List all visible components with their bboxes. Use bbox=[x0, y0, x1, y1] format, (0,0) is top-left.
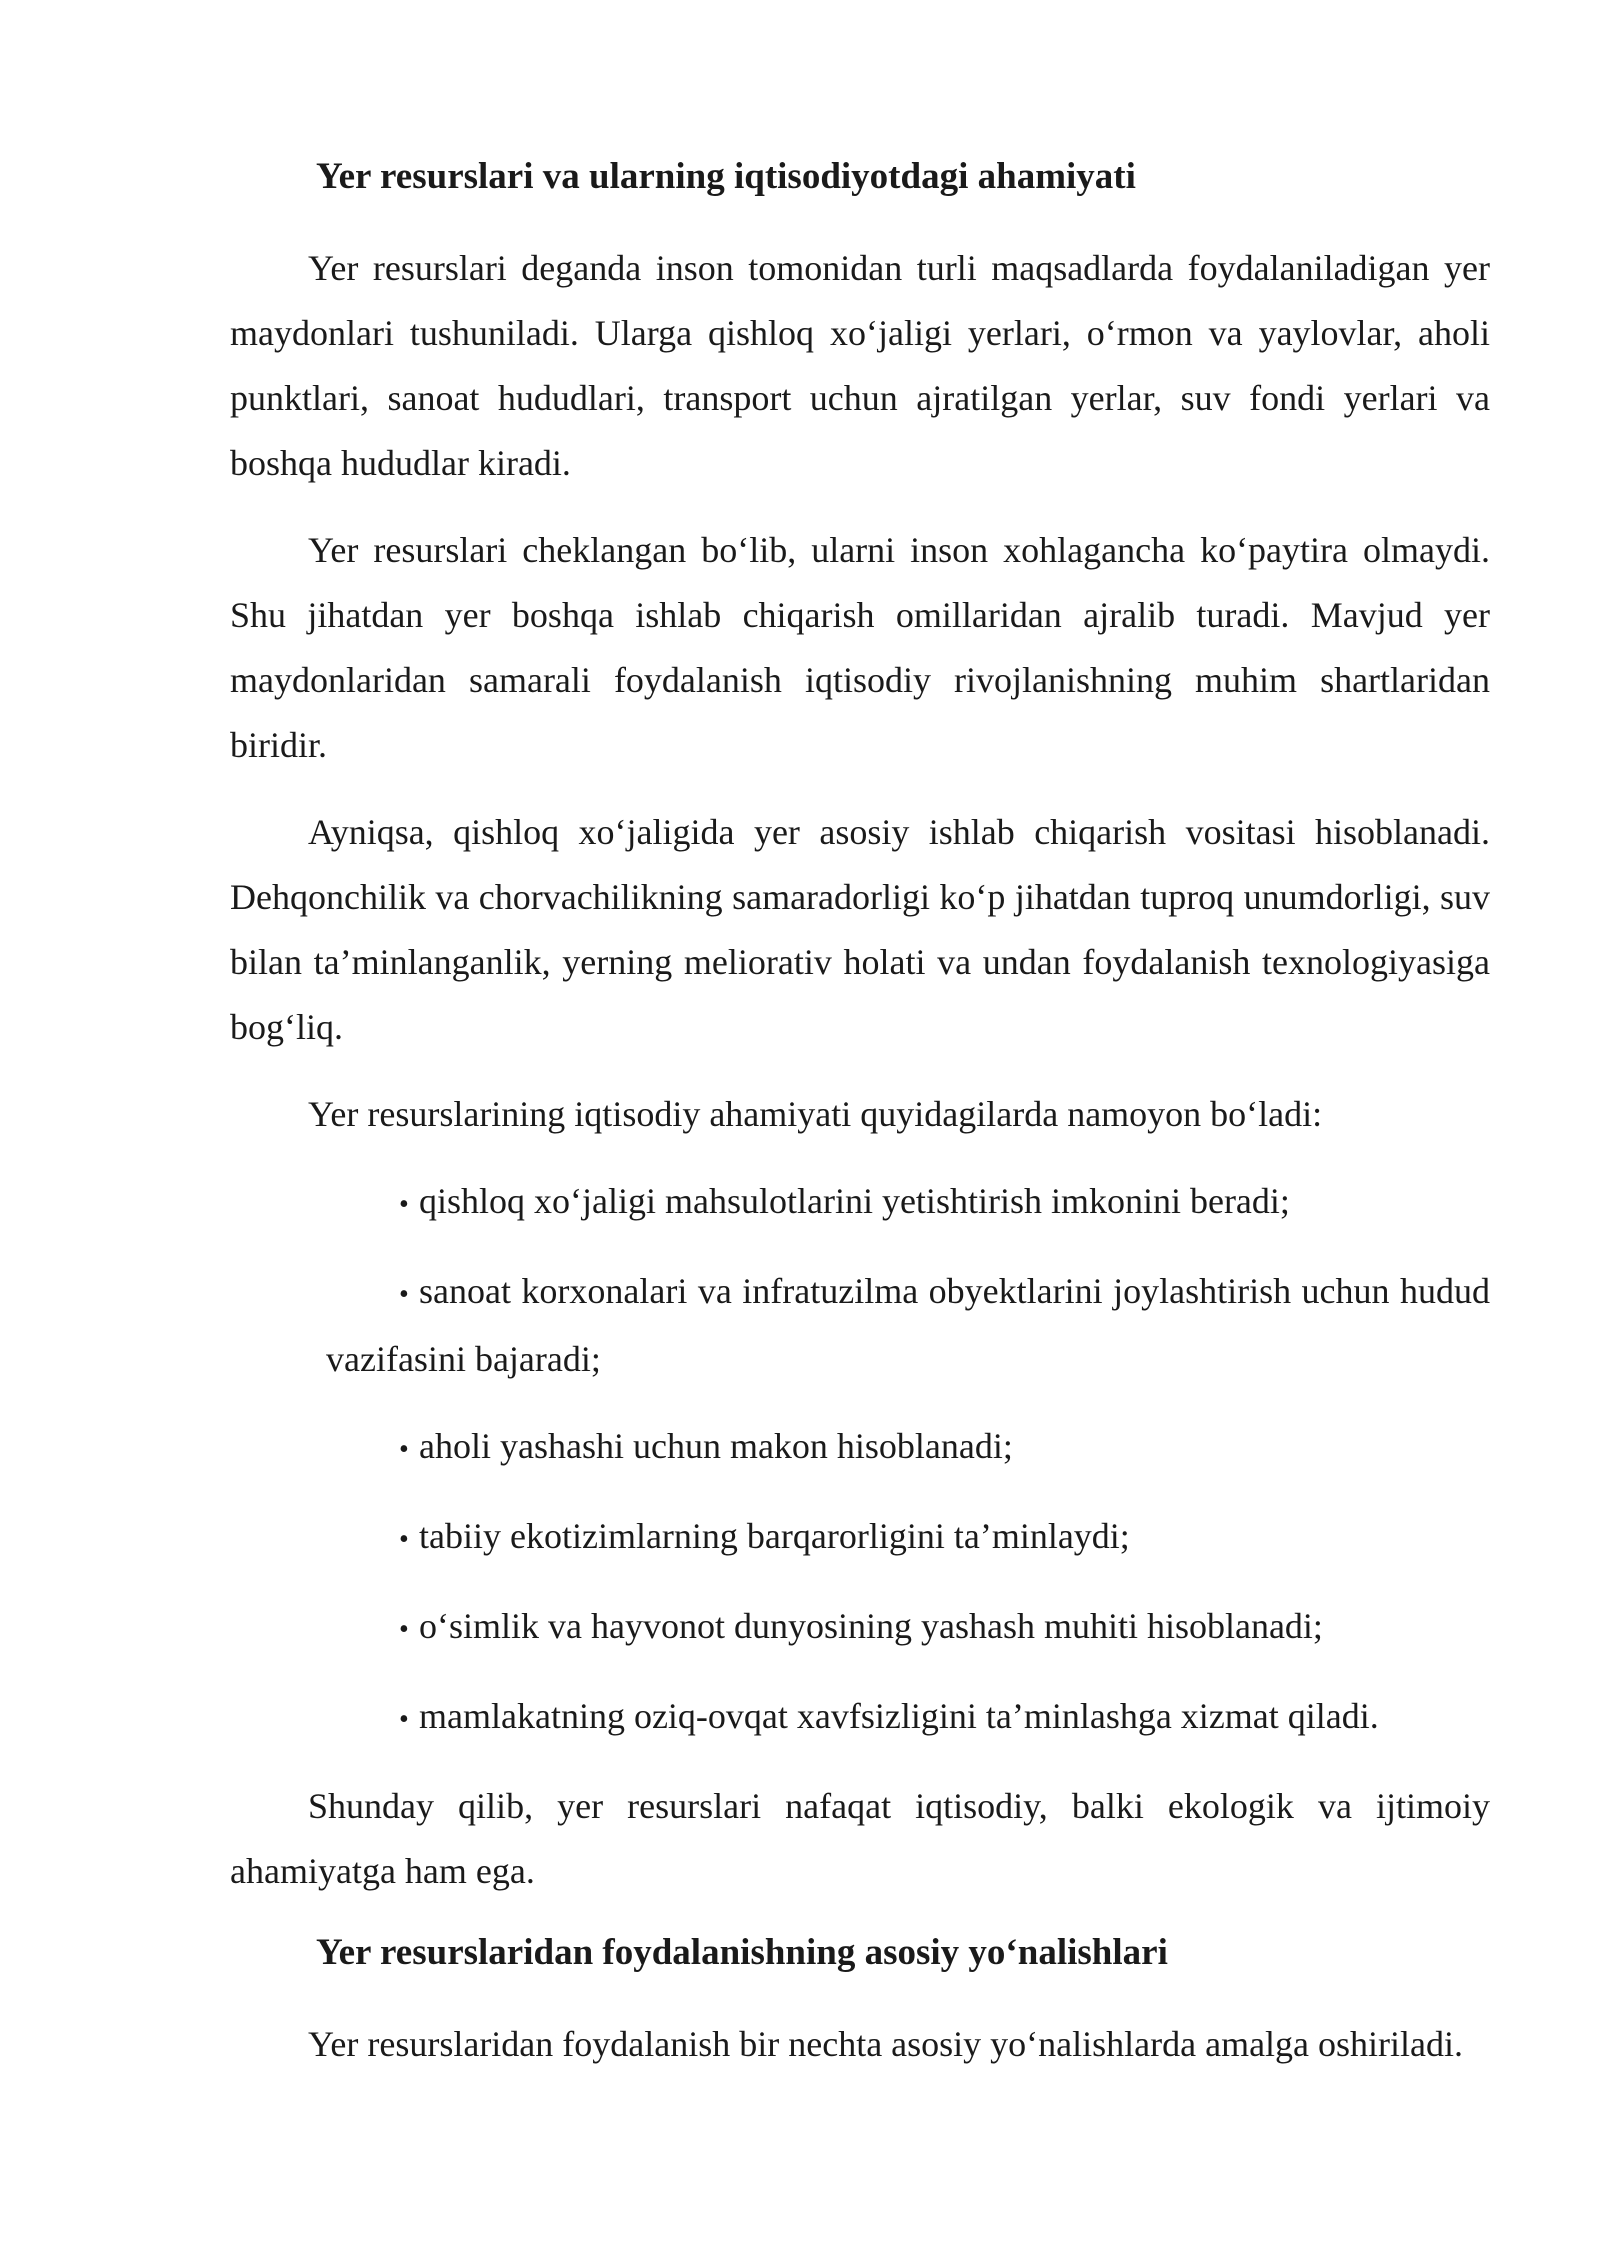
paragraph-limited-resources: Yer resurslari cheklangan bo‘lib, ularni inson xohlagancha ko‘paytira olmaydi. Shu jihatdan yer boshqa ishlab chiqarish omillaridan ajralib turadi. Mavjud yer maydonlaridan samarali foydalanish iqtisodiy rivojlanishning muhim shartlaridan biridir. bbox=[230, 530, 1490, 765]
list-item bbox=[326, 1684, 1490, 1752]
bullet-icon: • bbox=[399, 1434, 409, 1465]
paragraph-usage-intro: Yer resurslaridan foydalanish bir nechta asosiy yo‘nalishlarda amalga oshiriladi. bbox=[308, 2024, 1464, 2064]
list-item-text: qishloq xo‘jaligi mahsulotlarini yetishtirish imkonini beradi; bbox=[419, 1181, 1290, 1221]
list-item bbox=[326, 1594, 1490, 1662]
bullet-icon: • bbox=[399, 1614, 409, 1645]
bullet-icon: • bbox=[399, 1704, 409, 1735]
economic-importance-list bbox=[230, 1169, 1490, 1752]
bullet-icon: • bbox=[399, 1279, 409, 1310]
list-item bbox=[326, 1414, 1490, 1482]
list-item-text: aholi yashashi uchun makon hisoblanadi; bbox=[419, 1426, 1013, 1466]
list-item bbox=[326, 1259, 1490, 1392]
list-item-text: sanoat korxonalari va infratuzilma obyektlarini joylashtirish uchun hudud vazifasini bajaradi; bbox=[326, 1271, 1490, 1379]
document-page bbox=[230, 150, 1490, 2099]
section-heading-usage-directions: Yer resurslaridan foydalanishning asosiy yo‘nalishlari bbox=[316, 1932, 1168, 1973]
list-item-text: o‘simlik va hayvonot dunyosining yashash muhiti hisoblanadi; bbox=[419, 1606, 1323, 1646]
list-item-text: tabiiy ekotizimlarning barqarorligini ta’minlaydi; bbox=[419, 1516, 1130, 1556]
bullet-icon: • bbox=[399, 1189, 409, 1220]
list-item-text: mamlakatning oziq-ovqat xavfsizligini ta’minlashga xizmat qiladi. bbox=[419, 1696, 1379, 1736]
paragraph-list-intro: Yer resurslarining iqtisodiy ahamiyati quyidagilarda namoyon bo‘ladi: bbox=[308, 1094, 1323, 1134]
list-item bbox=[326, 1169, 1490, 1237]
paragraph-definition: Yer resurslari deganda inson tomonidan turli maqsadlarda foydalaniladigan yer maydonlari tushuniladi. Ularga qishloq xo‘jaligi yerlari, o‘rmon va yaylovlar, aholi punktlari, sanoat hududlari, transport uchun ajratilgan yerlar, suv fondi yerlari va boshqa hududlar kiradi. bbox=[230, 248, 1490, 483]
paragraph-agriculture: Ayniqsa, qishloq xo‘jaligida yer asosiy ishlab chiqarish vositasi hisoblanadi. Dehqonchilik va chorvachilikning samaradorligi ko‘p jihatdan tuproq unumdorligi, suv bilan ta’minlanganlik, yerning meliorativ holati va undan foydalanish texnologiyasiga bog‘liq. bbox=[230, 812, 1490, 1047]
paragraph-conclusion: Shunday qilib, yer resurslari nafaqat iqtisodiy, balki ekologik va ijtimoiy ahamiyatga ham ega. bbox=[230, 1786, 1490, 1891]
bullet-icon: • bbox=[399, 1524, 409, 1555]
section-heading-land-resources: Yer resurslari va ularning iqtisodiyotdagi ahamiyati bbox=[316, 156, 1136, 197]
list-item bbox=[326, 1504, 1490, 1572]
